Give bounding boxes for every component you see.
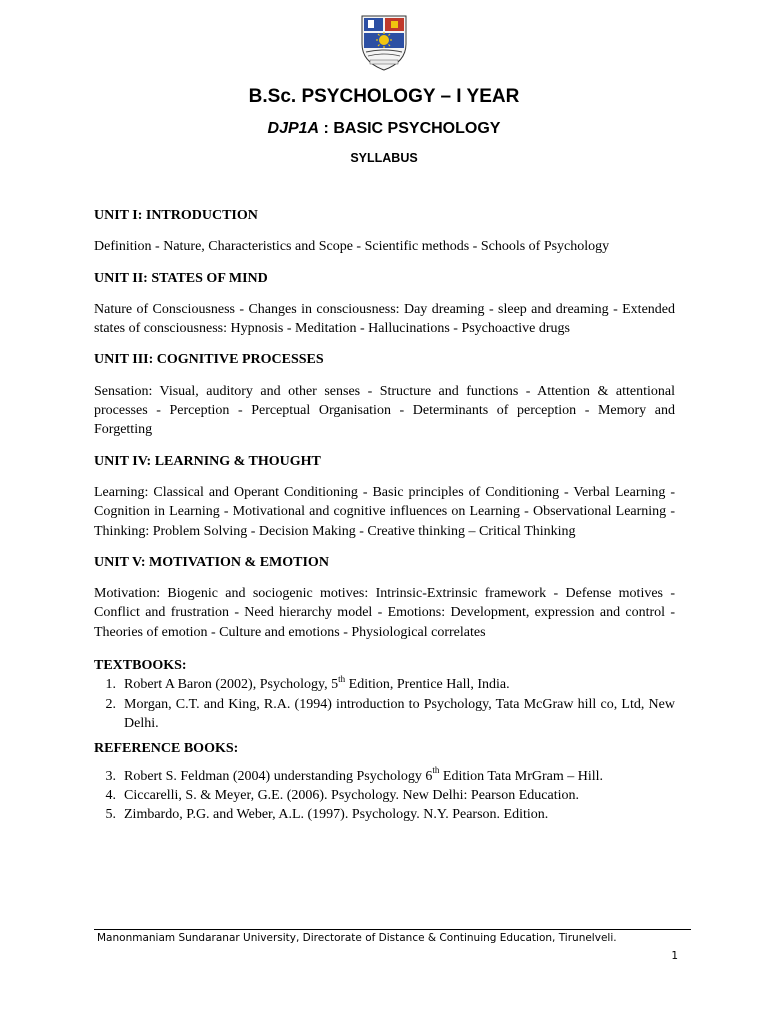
list-item [94,695,675,734]
item-text-tail: Edition Tata MrGram – Hill. [439,768,604,784]
page-title: B.Sc. PSYCHOLOGY – I YEAR [248,86,520,107]
unit-heading: UNIT V: MOTIVATION & EMOTION [94,554,329,570]
unit-heading: UNIT I: INTRODUCTION [94,208,258,223]
unit-heading: UNIT III: COGNITIVE PROCESSES [94,352,324,368]
item-superscript: th [338,673,346,684]
course-name: BASIC PSYCHOLOGY [333,120,501,137]
course-title [0,120,768,138]
list-item [94,764,675,786]
footer-text: Manonmaniam Sundaranar University, Directorate of Distance & Continuing Education, Tirunelveli. [97,932,617,944]
item-text-tail: Edition, Prentice Hall, India. [345,677,510,693]
item-text: Ciccarelli, S. & Meyer, G.E. (2006). Psychology. New Delhi: Pearson Education. [124,787,579,803]
item-text: Zimbardo, P.G. and Weber, A.L. (1997). Psychology. N.Y. Pearson. Edition. [124,807,549,823]
syllabus-label: SYLLABUS [350,151,418,165]
university-crest-icon [358,14,410,72]
item-number: 3. [105,768,116,784]
syllabus-body [94,206,675,824]
list-item [94,786,675,805]
textbooks-heading: TEXTBOOKS: [94,658,187,674]
course-separator: : [319,120,334,137]
item-number: 5. [105,807,116,823]
item-superscript: th [432,764,440,775]
unit-description: Nature of Consciousness - Changes in consciousness: Day dreaming - sleep and dreaming - Extended states of consciousness: Hypnosis - Meditation - Hallucinations - Psychoactive drugs [94,301,675,337]
unit-heading: UNIT IV: LEARNING & THOUGHT [94,453,321,469]
reference-books-list [94,764,675,825]
course-code: DJP1A [267,120,320,137]
reference-books-heading: REFERENCE BOOKS: [94,741,239,757]
item-number: 1. [105,677,116,693]
item-text: Robert A Baron (2002), Psychology, 5 [124,677,339,693]
unit-description: Learning: Classical and Operant Conditioning - Basic principles of Conditioning - Verbal Learning - Cognition in Learning - Motivational and cognitive influences on Learning - Observational Learning - Thinking: Problem Solving - Decision Making - Creative thinking – Critical Thinking [94,484,675,539]
textbooks-list [94,675,675,733]
footer-rule [94,929,691,930]
page-number: 1 [671,950,678,962]
unit-description: Motivation: Biogenic and sociogenic motives: Intrinsic-Extrinsic framework - Defense motives - Conflict and frustration - Need hierarchy model - Emotions: Development, expression and control - Theories of emotion - Culture and emotions - Physiological correlates [94,586,675,640]
item-number: 4. [105,787,116,803]
unit-description: Sensation: Visual, auditory and other senses - Structure and functions - Attention & attentional processes - Perception - Perceptual Organisation - Determinants of perception - Memory and Forgetting [94,383,675,438]
list-item [94,675,675,694]
item-text: Robert S. Feldman (2004) understanding Psychology 6 [124,768,433,784]
unit-heading: UNIT II: STATES OF MIND [94,270,268,286]
item-text: Morgan, C.T. and King, R.A. (1994) introduction to Psychology, Tata McGraw hill co, Ltd, New Delhi. [124,696,675,731]
list-item [94,805,675,824]
item-number: 2. [105,696,116,712]
unit-description: Definition - Nature, Characteristics and Scope - Scientific methods - Schools of Psychology [94,239,610,255]
